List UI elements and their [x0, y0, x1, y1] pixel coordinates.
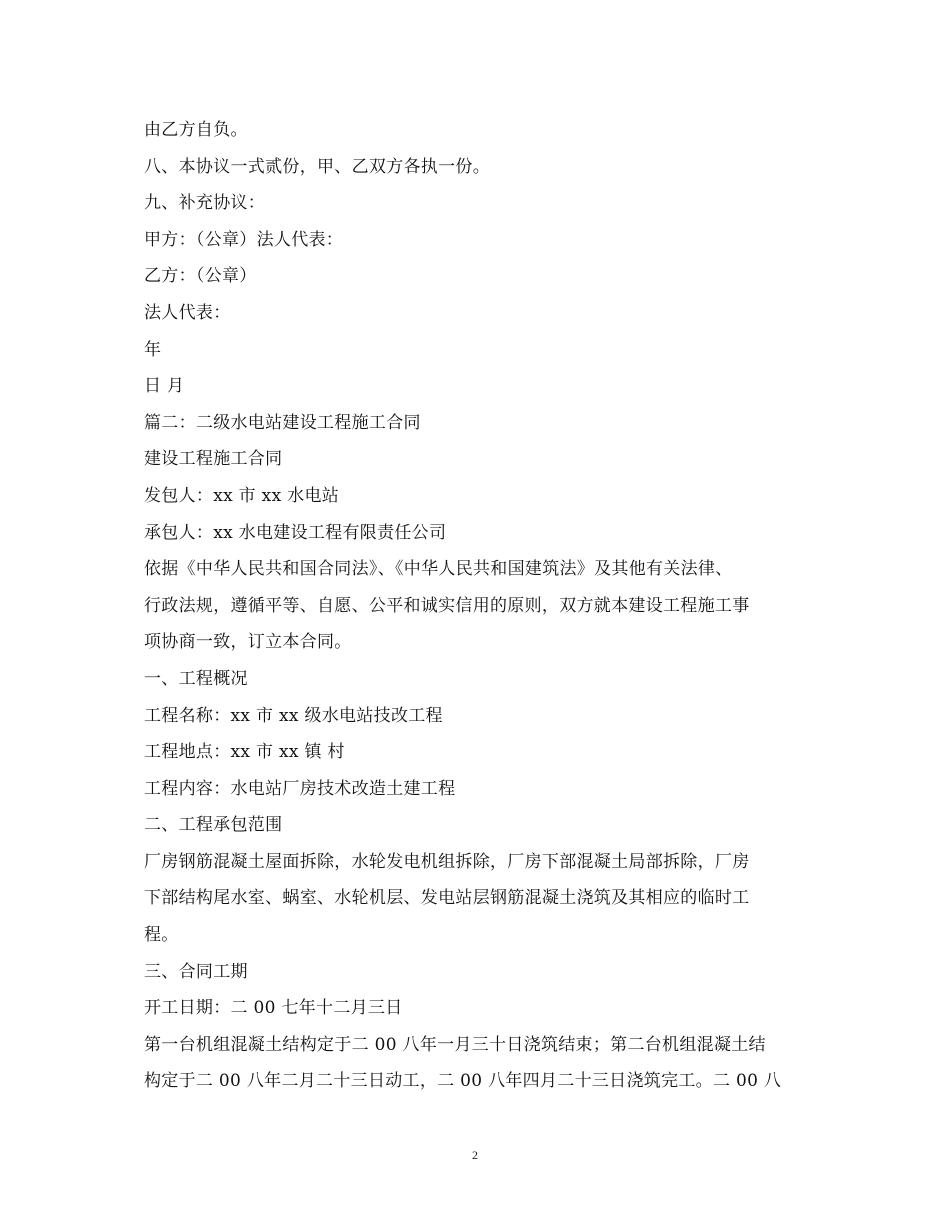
text-line: 第一台机组混凝土结构定于二 00 八年一月三十日浇筑结束；第二台机组混凝土结 [144, 1034, 766, 1055]
document-body [144, 112, 824, 1100]
text-line: 日 月 [144, 376, 185, 397]
text-line: 程。 [144, 925, 179, 946]
text-line: 年 [144, 339, 162, 360]
section-heading: 一、工程概况 [144, 668, 248, 689]
text-line: 项协商一致，订立本合同。 [144, 632, 352, 653]
text-line: 乙方：（公章） [144, 266, 257, 287]
text-line: 构定于二 00 八年二月二十三日动工，二 00 八年四月二十三日浇筑完工。二 00 八 [144, 1071, 782, 1092]
text-line: 厂房钢筋混凝土屋面拆除，水轮发电机组拆除，厂房下部混凝土局部拆除，厂房 [144, 851, 750, 872]
text-line: 由乙方自负。 [144, 120, 248, 140]
section-heading: 三、合同工期 [144, 961, 248, 982]
text-line: 工程名称：xx 市 xx 级水电站技改工程 [144, 705, 443, 726]
text-line: 八、本协议一式贰份，甲、乙双方各执一份。 [144, 156, 490, 177]
section-heading: 二、工程承包范围 [144, 815, 283, 836]
text-line: 法人代表： [144, 302, 231, 323]
text-line: 承包人：xx 水电建设工程有限责任公司 [144, 522, 447, 543]
page-number: 2 [472, 1148, 478, 1162]
text-line: 下部结构尾水室、蜗室、水轮机层、发电站层钢筋混凝土浇筑及其相应的临时工 [144, 888, 750, 909]
text-line: 行政法规，遵循平等、自愿、公平和诚实信用的原则，双方就本建设工程施工事 [144, 595, 750, 616]
text-line: 工程地点：xx 市 xx 镇 村 [144, 742, 345, 763]
text-line: 发包人：xx 市 xx 水电站 [144, 485, 340, 506]
text-line: 开工日期：二 00 七年十二月三日 [144, 998, 403, 1019]
section-heading: 篇二：二级水电站建设工程施工合同 [144, 412, 421, 433]
text-line: 甲方：（公章）法人代表： [144, 229, 344, 250]
text-line: 依据《中华人民共和国合同法》、《中华人民共和国建筑法》及其他有关法律、 [144, 559, 733, 580]
text-line: 九、补充协议： [144, 193, 266, 214]
contract-title: 建设工程施工合同 [144, 449, 283, 470]
text-line: 工程内容：水电站厂房技术改造土建工程 [144, 778, 456, 799]
